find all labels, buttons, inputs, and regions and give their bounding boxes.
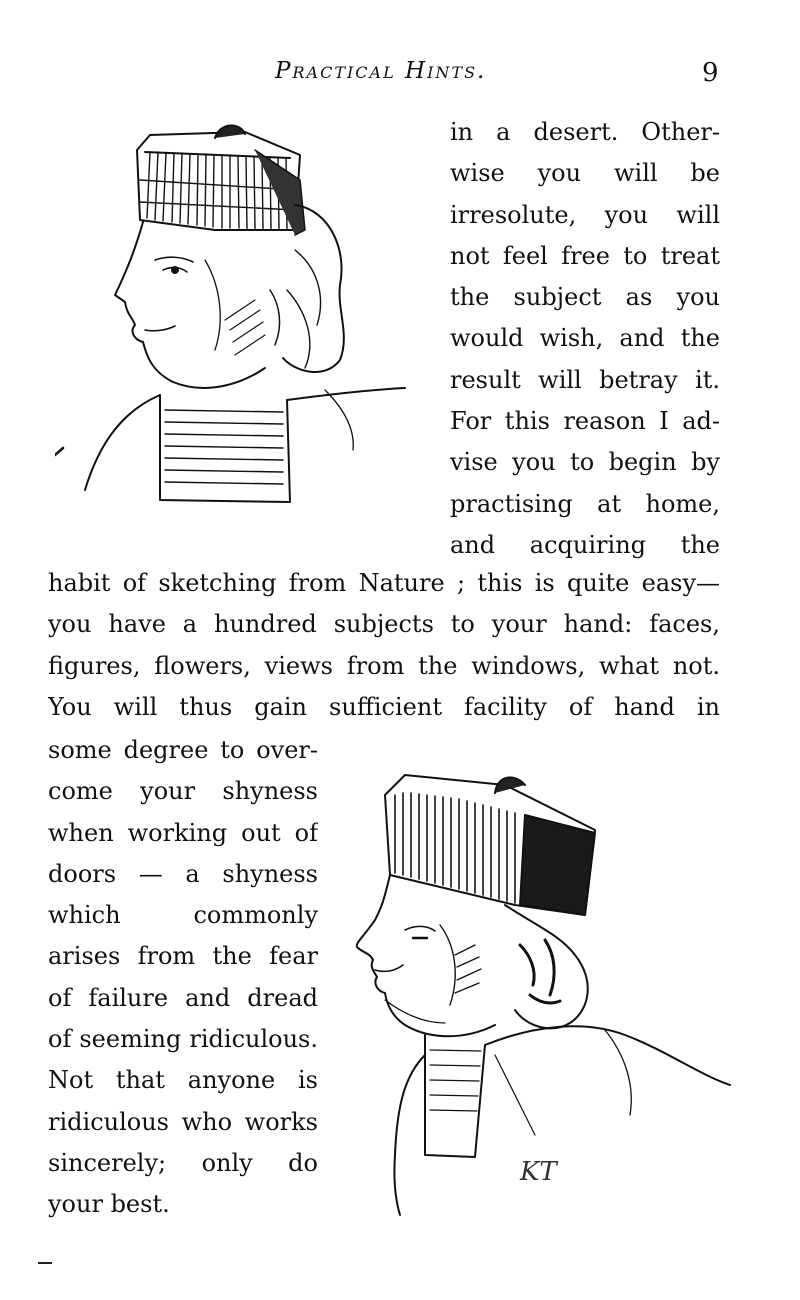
text-line: in a desert. Other-	[450, 118, 720, 146]
text-line: would wish, and the	[450, 324, 720, 353]
priest-portrait-three-quarter-icon	[55, 110, 415, 530]
text-line: habit of sketching from Nature ; this is quite easy—	[48, 569, 720, 597]
running-title: Practical Hints.	[275, 58, 487, 84]
text-column-right	[450, 112, 720, 566]
text-line: the subject as you	[450, 283, 720, 312]
priest-portrait-profile-icon	[345, 755, 745, 1225]
running-head	[0, 56, 800, 96]
artist-signature: KT	[520, 1157, 557, 1187]
text-line: doors — a shyness	[48, 859, 318, 888]
text-line: and acquiring the	[450, 530, 720, 559]
text-line: result will betray it.	[450, 365, 720, 394]
text-line: of seeming ridiculous.	[48, 1025, 318, 1054]
text-line: of failure and dread	[48, 983, 318, 1012]
text-line: not feel free to treat	[450, 241, 720, 270]
text-line: practising at home,	[450, 489, 720, 518]
text-line: vise you to begin by	[450, 448, 720, 477]
text-line: You will thus gain sufficient facility of hand in	[48, 692, 720, 721]
text-line: your best.	[48, 1190, 170, 1219]
text-line: wise you will be	[450, 159, 720, 188]
text-block-full-width	[48, 563, 720, 728]
text-line: Not that anyone is	[48, 1066, 318, 1095]
text-line: For this reason I ad-	[450, 407, 720, 436]
text-line: when working out of	[48, 818, 318, 847]
text-line: sincerely; only do	[48, 1148, 318, 1177]
text-line: some degree to over-	[48, 736, 318, 764]
text-line: which commonly	[48, 901, 318, 930]
text-line: come your shyness	[48, 777, 318, 806]
text-line: you have a hundred subjects to your hand: faces,	[48, 610, 720, 639]
page-mark	[38, 1262, 52, 1264]
text-line: figures, flowers, views from the windows, what not.	[48, 651, 720, 680]
page-number: 9	[702, 58, 719, 88]
text-line: irresolute, you will	[450, 200, 720, 229]
text-line: arises from the fear	[48, 942, 318, 971]
text-column-left	[48, 730, 318, 1226]
text-line: ridiculous who works	[48, 1107, 318, 1136]
